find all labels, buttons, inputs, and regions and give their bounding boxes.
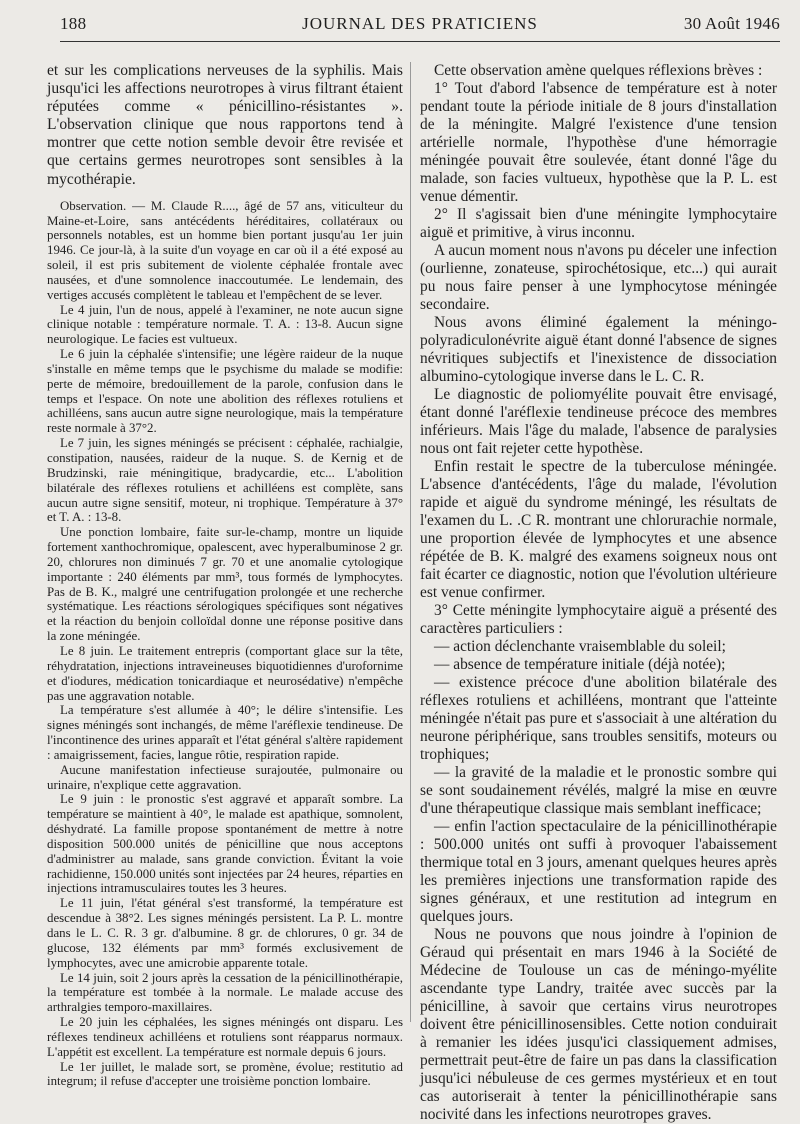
observation-paragraph: Le 20 juin les céphalées, les signes méningés ont disparu. Les réflexes tendineux achilléens et rotuliens sont réapparus normaux. L'appétit est excellent. La température est normale depuis 6 jours. <box>47 1015 403 1059</box>
page-number: 188 <box>60 14 87 33</box>
observation-paragraph: Une ponction lombaire, faite sur-le-champ, montre un liquide fortement xanthochromique, opalescent, avec hyperalbuminose 2 gr. 20, chlorures non diminués 7 gr. 70 et une anomalie cytologique importante : 240 éléments par mm³, tous formés de lymphocytes. Pas de B. K., malgré une centrifugation prolongée et une recherche systématique. Les réactions sérologiques spécifiques sont négatives et la réaction du benjoin colloïdal donne une réponse positive dans la zone méningée. <box>47 525 403 644</box>
discussion-paragraph: Le diagnostic de poliomyélite pouvait être envisagé, étant donné l'aréflexie tendineuse précoce des membres inférieurs. Mais l'âge du malade, l'absence de paralysies nous ont fait rejeter cette hypothèse. <box>420 386 777 457</box>
discussion-paragraph: Nous avons éliminé également la méningo-polyradiculonévrite aiguë étant donné l'absence de signes névritiques subjectifs et l'inexistence de dissociation albumino-cytologique inverse dans le L. C. R. <box>420 314 777 385</box>
discussion-paragraph: 2° Il s'agissait bien d'une méningite lymphocytaire aiguë et primitive, à virus inconnu. <box>420 206 777 241</box>
observation-paragraph: Le 1er juillet, le malade sort, se promène, évolue; restitutio ad integrum; il refuse d'accepter une troisième ponction lombaire. <box>47 1059 403 1089</box>
observation-paragraph: Le 11 juin, l'état général s'est transformé, la température est descendue à 38°2. Les signes méningés persistent. La P. L. montre dans le L. C. R. 3 gr. d'albumine. 8 gr. de chlorures, 0 gr. 34 de glucose, 132 éléments par mm³ formés exclusivement de lymphocytes, avec une amicrobie apparente totale. <box>47 896 403 970</box>
header-rule <box>60 41 780 42</box>
list-item: — existence précoce d'une abolition bilatérale des réflexes rotuliens et achilléens, montrant que l'atteinte méningée n'était pas pure et s'associait à une altération du neurone périphérique, sans troubles sensitifs, moteurs ou trophiques; <box>420 674 777 763</box>
intro-paragraph: et sur les complications nerveuses de la syphilis. Mais jusqu'ici les affections neurotropes à virus filtrant étaient réputées comme « pénicillino-résistantes ». L'observation clinique que nous rapportons tend à montrer que cette notion semble devoir être revisée et que certains germes neurotropes sont sensibles à la mycothérapie. <box>47 62 403 188</box>
observation-paragraph: Observation. — M. Claude R...., âgé de 57 ans, viticulteur du Maine-et-Loire, sans antécédents héréditaires, collatéraux ou personnels notables, est un homme bien portant jusqu'au 1er juin 1946. Ce jour-là, à la suite d'un voyage en car où il a été exposé au soleil, il est pris subitement de violente céphalée frontale avec nausées, et d'une somnolence inaccoutumée. Le lendemain, des vertiges accusés complètent le tableau et l'empêchent de se lever. <box>47 198 403 302</box>
discussion-paragraph: A aucun moment nous n'avons pu déceler une infection (ourlienne, zonateuse, spirochétosique, etc...) qui aurait pu nous faire penser à une lymphocytose méningée secondaire. <box>420 242 777 313</box>
running-header <box>60 14 780 40</box>
observation-paragraph: Le 8 juin. Le traitement entrepris (comportant glace sur la tête, réhydratation, injections intraveineuses biquotidiennes d'urofornime et d'iodures, médication tonicardiaque et neurosédative) n'empêche pas une aggravation notable. <box>47 643 403 703</box>
list-item: — enfin l'action spectaculaire de la pénicillinothérapie : 500.000 unités ont suffi à provoquer l'abaissement thermique total en 3 jours, amenant quelques heures après les premières injections une transformation rapide des signes généraux, et une restitution ad integrum en quelques jours. <box>420 818 777 925</box>
observation-paragraph: Le 6 juin la céphalée s'intensifie; une légère raideur de la nuque s'installe en même temps que le psychisme du malade se modifie: perte de mémoire, bredouillement de la parole, confusion dans le temps et l'espace. On note une abolition des réflexes rotuliens et achilléens, sans aucun autre signe neurologique, mais la température reste normale à 37°2. <box>47 347 403 436</box>
column-divider <box>410 62 411 1022</box>
discussion-paragraph: 3° Cette méningite lymphocytaire aiguë a présenté des caractères particuliers : <box>420 602 777 637</box>
left-column <box>47 62 403 1089</box>
discussion-paragraph: Nous ne pouvons que nous joindre à l'opinion de Géraud qui présentait en mars 1946 à la Société de Médecine de Toulouse un cas de méningo-myélite ascendante type Landry, traitée avec succès par la pénicilline, à savoir que certains virus neurotropes doivent être pénicillinosensibles. Cette notion conduirait à remanier les idées jusqu'ici classiquement admises, permettrait peut-être de faire un pas dans la classification jusqu'ici nébuleuse de ces germes mystérieux et en tout cas autoriserait à tenter la pénicillinothérapie sans nocivité dans les infections neurotropes graves. <box>420 926 777 1123</box>
discussion-paragraph: Enfin restait le spectre de la tuberculose méningée. L'absence d'antécédents, l'âge du malade, l'évolution rapide et aiguë du syndrome méningé, les résultats de l'examen du L. .C R. montrant une chlorurachie normale, une proportion élevée de lymphocytes et une absence répétée de B. K. malgré des examens soigneux nous ont fait écarter ce diagnostic, notion que l'évolution ultérieure est venue confirmer. <box>420 458 777 601</box>
discussion-paragraph: 1° Tout d'abord l'absence de température est à noter pendant toute la période initiale de 8 jours d'installation de la méningite. Malgré l'existence d'une tension artérielle normale, l'hypothèse d'une hémorragie méningée pouvait être soulevée, étant donné l'âge du malade, son facies vultueux, hypothèse que la P. L. est venue démentir. <box>420 80 777 205</box>
discussion-paragraph: Cette observation amène quelques réflexions brèves : <box>434 62 763 79</box>
list-item: — action déclenchante vraisemblable du soleil; <box>434 638 726 655</box>
issue-date: 30 Août 1946 <box>683 14 780 33</box>
list-item: — absence de température initiale (déjà notée); <box>434 656 726 673</box>
observation-paragraph: Le 9 juin : le pronostic s'est aggravé et apparaît sombre. La température se maintient à 40°, le malade est apathique, somnolent, déshydraté. La famille propose spontanément de mettre à notre disposition 500.000 unités de pénicilline que nous acceptons d'administrer au malade, sans grande conviction. Évitant la voie rachidienne, 150.000 unités sont injectées par 24 heures, réparties en injections intramusculaires toutes les 3 heures. <box>47 792 403 896</box>
observation-paragraph: Le 14 juin, soit 2 jours après la cessation de la pénicillinothérapie, la température est tombée à la normale. Le malade accuse des arthralgies temporo-maxillaires. <box>47 970 403 1015</box>
observation-paragraph: Le 4 juin, l'un de nous, appelé à l'examiner, ne note aucun signe clinique notable : température normale. T. A. : 13-8. Aucun signe neurologique. Le facies est vultueux. <box>47 302 403 347</box>
observation-paragraph: Aucune manifestation infectieuse surajoutée, pulmonaire ou urinaire, n'explique cette aggravation. <box>47 762 403 792</box>
list-item: — la gravité de la maladie et le pronostic sombre qui se sont soudainement révélés, malgré la mise en œuvre d'une thérapeutique classique mais semblant inefficace; <box>420 764 777 817</box>
right-column <box>420 62 777 1124</box>
observation-paragraph: La température s'est allumée à 40°; le délire s'intensifie. Les signes méningés sont inchangés, de même l'aréflexie tendineuse. De l'incontinence des urines apparaît et l'état général s'altère rapidement : amaigrissement, facies, langue rôtie, respiration rapide. <box>47 703 403 762</box>
observation-paragraph: Le 7 juin, les signes méningés se précisent : céphalée, rachialgie, constipation, nausées, raideur de la nuque. S. de Kernig et de Brudzinski, raie méningitique, bradycardie, etc... L'abolition bilatérale des réflexes rotuliens et achilléens est complète, sans aucun autre signe sensitif, moteur, ni trophique. Température à 37° et T. A. : 13-8. <box>47 436 403 525</box>
journal-title: JOURNAL DES PRATICIENS <box>302 14 538 33</box>
